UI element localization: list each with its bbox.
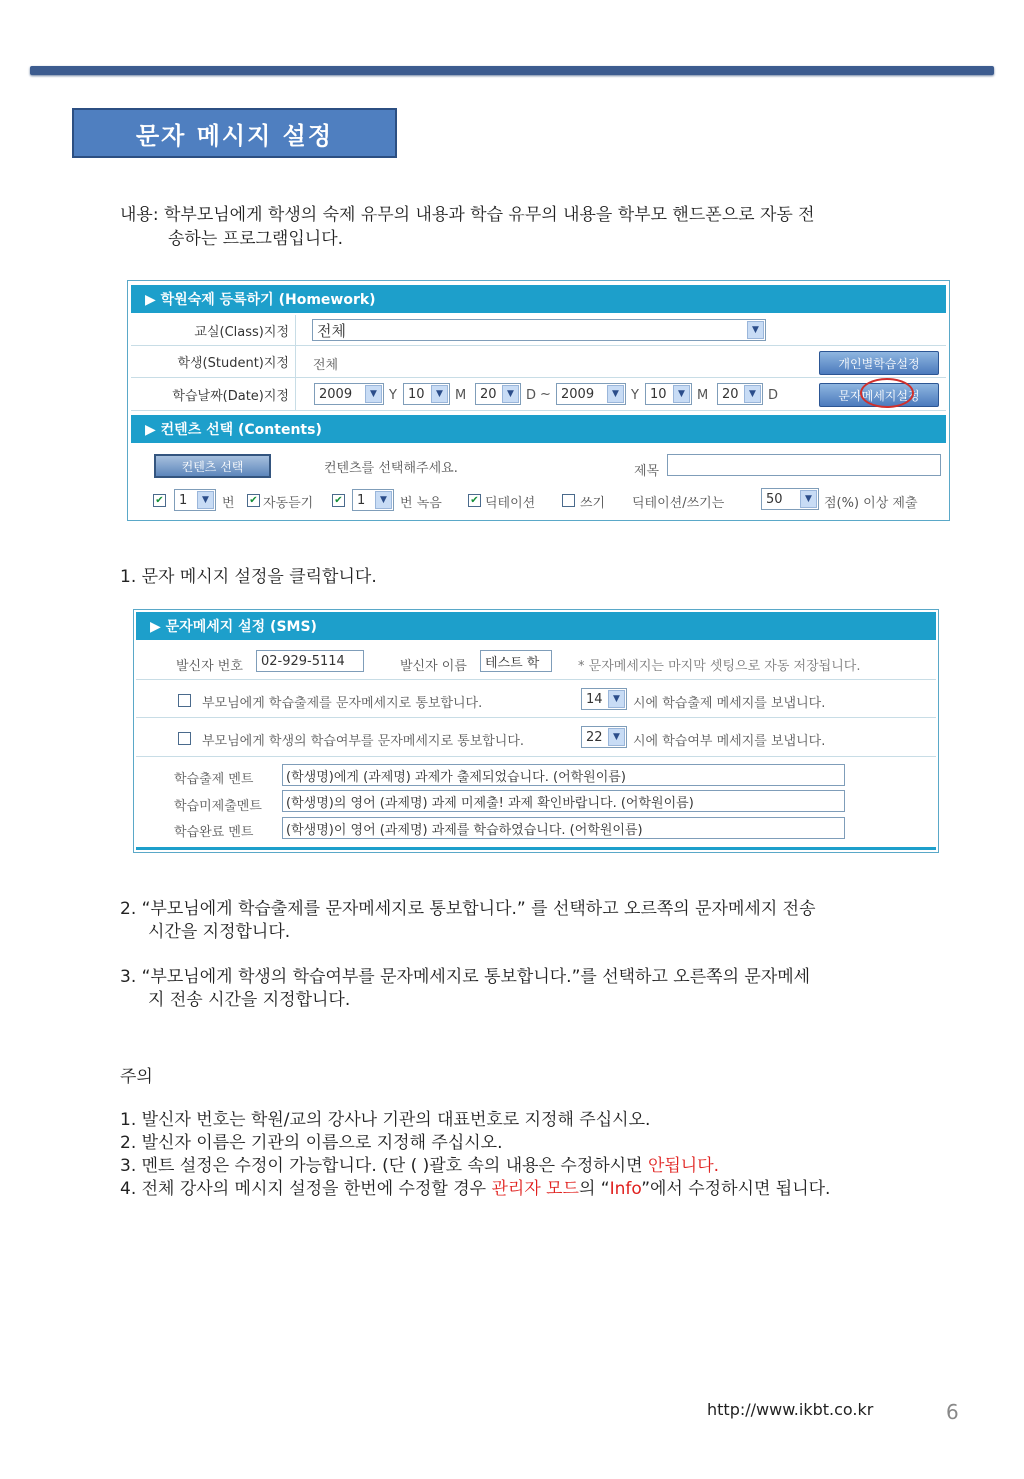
contents-panel-header: ▶ 컨텐츠 선택 (Contents) [131, 415, 946, 443]
chevron-down-icon: ▼ [744, 385, 761, 403]
sender-number-label: 발신자 번호 [176, 659, 243, 674]
sms-panel [133, 609, 939, 853]
chevron-down-icon: ▼ [365, 385, 382, 403]
page-title: 문자 메시지 설정 [72, 108, 397, 158]
class-select[interactable]: 전체 ▼ [312, 319, 766, 341]
unit-y: Y [631, 388, 639, 403]
note-3: 3. 멘트 설정은 수정이 가능합니다. (단 ( )괄호 속의 내용은 수정하시면 안됩니다. [120, 1156, 720, 1176]
from-day-select[interactable]: 20 ▼ [475, 383, 521, 405]
from-month-select[interactable]: 10 ▼ [403, 383, 450, 405]
intro-line-2: 송하는 프로그램입니다. [168, 229, 344, 249]
student-value: 전체 [313, 358, 339, 373]
homework-panel-header: ▶ 학원숙제 등록하기 (Homework) [131, 285, 946, 313]
chevron-down-icon: ▼ [747, 321, 764, 339]
contents-select-button[interactable]: 컨텐츠 선택 [154, 454, 271, 478]
note-1: 1. 발신자 번호는 학원/교의 강사나 기관의 대표번호로 지정해 주십시오. [120, 1110, 651, 1130]
auto-listen-checkbox[interactable]: ✔ [247, 494, 260, 507]
from-year-select[interactable]: 2009 ▼ [314, 383, 384, 405]
study-hour-select[interactable]: 22 ▼ [581, 726, 627, 748]
sender-name-input[interactable]: 테스트 학 [480, 650, 552, 672]
info-text: Info [609, 1179, 642, 1199]
ment-missing-input[interactable]: (학생명)의 영어 (과제명) 과제 미제출! 과제 확인바랍니다. (어학원이름) [282, 790, 845, 812]
class-label: 교실(Class)지정 [131, 315, 296, 345]
footer-url: http://www.ikbt.co.kr [707, 1400, 874, 1419]
subject-label: 제목 [634, 464, 660, 479]
subject-input[interactable] [667, 454, 941, 476]
step-1: 1. 문자 메시지 설정을 클릭합니다. [120, 567, 377, 587]
range-tilde: ~ [540, 387, 551, 402]
notify-study-label: 부모님에게 학생의 학습여부를 문자메세지로 통보합니다. [202, 734, 525, 749]
unit-d: D [526, 388, 537, 403]
dictation-label: 딕테이션 [485, 496, 536, 511]
chevron-down-icon: ▼ [673, 385, 690, 403]
chevron-down-icon: ▼ [608, 728, 625, 746]
individual-settings-button[interactable]: 개인별학습설정 [819, 351, 939, 375]
student-row [131, 346, 946, 378]
repeat-checkbox[interactable]: ✔ [153, 494, 166, 507]
step-2-line-1: 2. “부모님에게 학습출제를 문자메세지로 통보합니다.” 를 선택하고 오르쪽의 문자메세지 전송 [120, 899, 816, 919]
top-divider [30, 66, 994, 75]
writing-checkbox[interactable] [562, 494, 575, 507]
highlight-circle [860, 378, 914, 408]
unit-d: D [768, 388, 779, 403]
ment-missing-label: 학습미제출멘트 [174, 799, 262, 814]
threshold-select[interactable]: 50 ▼ [761, 488, 819, 510]
chevron-down-icon: ▼ [800, 490, 817, 508]
unit-y: Y [389, 388, 397, 403]
auto-save-note: * 문자메세지는 마지막 셋팅으로 자동 저장됩니다. [578, 659, 861, 674]
contents-prompt: 컨텐츠를 선택해주세요. [324, 461, 458, 476]
ment-done-input[interactable]: (학생명)이 영어 (과제명) 과제를 학습하였습니다. (어학원이름) [282, 817, 845, 839]
chevron-down-icon: ▼ [375, 491, 392, 509]
dictation-checkbox[interactable]: ✔ [468, 494, 481, 507]
chevron-down-icon: ▼ [608, 690, 625, 708]
admin-mode-text: 관리자 모드 [491, 1179, 579, 1199]
step-3-line-1: 3. “부모님에게 학생의 학습여부를 문자메세지로 통보합니다.”를 선택하고 오른쪽의 문자메세 [120, 967, 811, 987]
sender-number-input[interactable]: 02-929-5114 [256, 650, 364, 672]
threshold-label: 딕테이션/쓰기는 [632, 496, 725, 511]
ment-done-label: 학습완료 멘트 [174, 825, 254, 840]
notify-homework-checkbox[interactable] [178, 694, 191, 707]
chevron-down-icon: ▼ [431, 385, 448, 403]
to-day-select[interactable]: 20 ▼ [717, 383, 763, 405]
unit-m: M [455, 388, 467, 403]
auto-listen-label: 자동듣기 [263, 496, 314, 511]
notify-study-checkbox[interactable] [178, 732, 191, 745]
ment-assign-input[interactable]: (학생명)에게 (과제명) 과제가 출제되었습니다. (어학원이름) [282, 764, 845, 786]
step-2-line-2: 시간을 지정합니다. [148, 922, 291, 942]
note-4: 4. 전체 강사의 메시지 설정을 한번에 수정할 경우 관리자 모드의 “Info”에서 수정하시면 됩니다. [120, 1179, 831, 1199]
chevron-down-icon: ▼ [607, 385, 624, 403]
record-label: 번 녹음 [400, 496, 442, 511]
notify-homework-label: 부모님에게 학습출제를 문자메세지로 통보합니다. [202, 696, 483, 711]
intro-line-1: 내용: 학부모님에게 학생의 숙제 유무의 내용과 학습 유무의 내용을 학부모 핸드폰으로 자동 전 [120, 205, 815, 225]
date-label: 학습날짜(Date)지정 [131, 378, 296, 410]
note-2: 2. 발신자 이름은 기관의 이름으로 지정해 주십시오. [120, 1133, 503, 1153]
threshold-suffix: 점(%) 이상 제출 [824, 496, 918, 511]
to-month-select[interactable]: 10 ▼ [645, 383, 692, 405]
chevron-down-icon: ▼ [197, 491, 214, 509]
record-checkbox[interactable]: ✔ [332, 494, 345, 507]
writing-label: 쓰기 [580, 496, 606, 511]
unit-m: M [697, 388, 709, 403]
class-row [131, 315, 946, 346]
date-row [131, 378, 946, 411]
warning-text: 안됩니다. [647, 1156, 720, 1176]
student-label: 학생(Student)지정 [131, 346, 296, 377]
study-hour-suffix: 시에 학습여부 메세지를 보냅니다. [633, 734, 826, 749]
chevron-down-icon: ▼ [502, 385, 519, 403]
page-number: 6 [946, 1400, 959, 1424]
sms-panel-header: ▶ 문자메세지 설정 (SMS) [136, 612, 936, 640]
repeat-count-select[interactable]: 1 ▼ [174, 489, 216, 511]
sender-name-label: 발신자 이름 [400, 659, 467, 674]
homework-hour-select[interactable]: 14 ▼ [581, 688, 627, 710]
repeat-unit: 번 [222, 496, 235, 511]
ment-assign-label: 학습출제 멘트 [174, 772, 254, 787]
homework-hour-suffix: 시에 학습출제 메세지를 보냅니다. [633, 696, 826, 711]
sms-settings-button[interactable]: 문자메세지설정 [819, 383, 939, 407]
to-year-select[interactable]: 2009 ▼ [556, 383, 626, 405]
homework-panel [127, 280, 950, 521]
record-count-select[interactable]: 1 ▼ [352, 489, 394, 511]
notes-heading: 주의 [120, 1067, 153, 1087]
step-3-line-2: 지 전송 시간을 지정합니다. [148, 990, 351, 1010]
